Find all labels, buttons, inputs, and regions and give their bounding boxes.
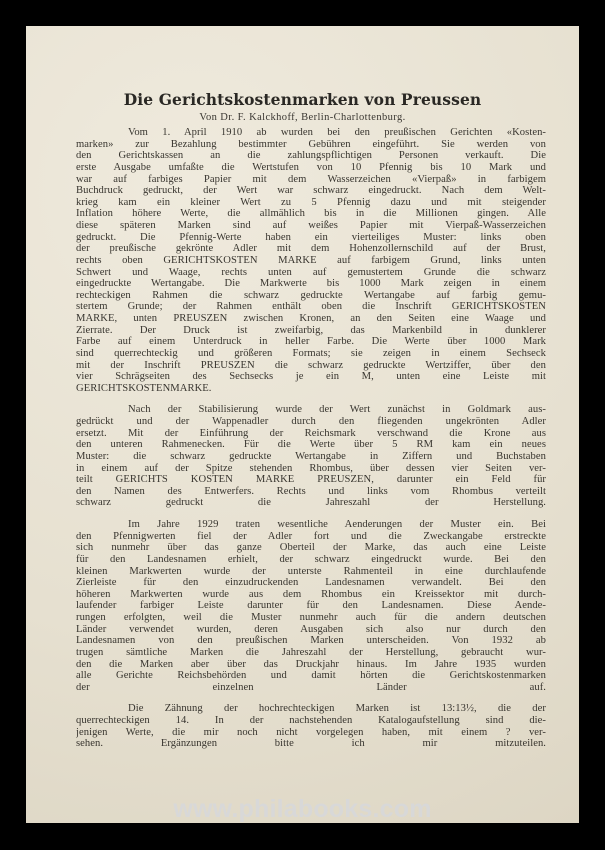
paragraph [76, 519, 546, 693]
article-body [76, 127, 546, 750]
text-line: Zierleiste für den einzudruckenden Landesnamen verwandelt. Bei den [76, 577, 546, 589]
text-line: Länder verwendet wurden, deren Ausgaben sich also nur durch den [76, 623, 546, 635]
text-line: Farbe auf einem Unterdruck in heller Farbe. Die Werte über 1000 Mark [76, 336, 546, 348]
text-line: Buchdruck gedruckt, der Wert war schwarz eingedruckt. Nach dem Welt- [76, 185, 546, 197]
text-line: mit der Inschrift PREUSZEN die schwarz gedruckte Wertziffer, über den [76, 359, 546, 371]
text-line: den Pfennigwerten fiel der Adler fort und die Zweckangabe erstreckte [76, 530, 546, 542]
text-line: in einem auf der Spitze stehenden Rhombus, über dessen vier Seiten ver- [76, 462, 546, 474]
text-line: kleinen Markwerten wurde der unterste Rahmenteil in eine durchlaufende [76, 565, 546, 577]
text-line: ersetzt. Mit der Einführung der Reichsmark verschwand die Krone aus [76, 427, 546, 439]
text-line: den Namen des Entwerfers. Rechts und links vom Rhombus verteilt [76, 485, 546, 497]
text-line: Schwert und Waage, rechts unten auf gemustertem Grunde die schwarz [76, 266, 546, 278]
text-line: erste Ausgabe umfaßte die Wertstufen von 10 Pfennig bis 10 Mark und [76, 161, 546, 173]
text-line: vier Schrägseiten des Sechsecks je ein M, unten eine Leiste mit [76, 371, 546, 383]
text-line: den die Marken aber über das Druckjahr hinaus. Im Jahre 1935 wurden [76, 658, 546, 670]
text-line: gedrückt und der Wappenadler durch den fliegenden ungekrönten Adler [76, 416, 546, 427]
text-line: MARKE, unten PREUSZEN zwischen Kronen, an den Seiten eine Waage und [76, 313, 546, 324]
text-line: rechteckigen Rahmen die schwarz gedruckte Wertangabe auf farbig gemu- [76, 289, 546, 301]
text-line: sehen. Ergänzungen bitte ich mir mitzuteilen. [76, 738, 546, 750]
text-line: jenigen Werte, die mir noch nicht vorgelegen haben, mit einem ? ver- [76, 726, 546, 738]
text-line: Muster: die schwarz gedruckte Wertangabe in Ziffern und Buchstaben [76, 450, 546, 462]
paragraph [76, 127, 546, 394]
text-line: rechts oben GERICHTSKOSTEN MARKE auf farbigem Grund, links unten [76, 254, 546, 266]
text-line: Die Zähnung der hochrechteckigen Marken ist 13:13½, die der [128, 703, 546, 715]
author-byline: Von Dr. F. Kalckhoff, Berlin-Charlottenburg. [199, 112, 406, 123]
text-line: war auf farbiges Papier mit dem Wasserzeichen «Vierpaß» in farbigem [76, 173, 546, 185]
text-line: Vom 1. April 1910 ab wurden bei den preußischen Gerichten «Kosten- [128, 127, 546, 138]
text-line: laufender farbiger Leiste darunter für den Landesnamen. Diese Aende- [76, 600, 546, 612]
text-line: alle Gerichte Reichsbehörden und damit hörten die Gerichtskostenmarken [76, 670, 546, 682]
paragraph-gap [76, 394, 546, 404]
paragraph [76, 703, 546, 750]
text-line: teilt GERICHTS KOSTEN MARKE PREUSZEN, darunter ein Feld für [76, 474, 546, 486]
text-line: rungen erfolgten, weil die Muster nunmehr auch für die andern deutschen [76, 612, 546, 623]
text-line: Zierrate. Der Druck ist zweifarbig, das Markenbild in dunklerer [76, 324, 546, 336]
text-line: schwarz gedruckt die Jahreszahl der Herstellung. [76, 497, 546, 509]
watermark-text: www.philabooks.com [173, 795, 432, 823]
paragraph [76, 404, 546, 509]
text-line: stertem Grunde; der Rahmen enthält oben die Inschrift GERICHTSKOSTEN [76, 301, 546, 313]
text-line: diese späteren Marken sind auf weißes Papier mit Vierpaß-Wasserzeichen [76, 220, 546, 231]
text-line: Im Jahre 1929 traten wesentliche Aenderungen der Muster ein. Bei [128, 519, 546, 530]
text-line: Inflation höhere Werte, die allmählich bis in die Millionen gingen. Alle [76, 208, 546, 220]
text-line: trugen sämtliche Marken die Jahreszahl der Herstellung, gebraucht wur- [76, 646, 546, 658]
text-line: den Gerichtskassen an die zahlungspflichtigen Personen verkauft. Die [76, 150, 546, 162]
text-line: höheren Markwerten wurde aus dem Rhombus ein Kreissektor mit durch- [76, 588, 546, 600]
text-line: der preußische gekrönte Adler mit dem Hohenzollernschild auf der Brust, [76, 243, 546, 255]
document-page [26, 26, 579, 823]
text-line: querrechteckigen 14. In der nachstehenden Katalogaufstellung sind die- [76, 715, 546, 726]
text-line: für den Landesnamen erhielt, der schwarz eingedruckt wurde. Bei den [76, 553, 546, 565]
text-line: Nach der Stabilisierung wurde der Wert zunächst in Goldmark aus- [128, 404, 546, 416]
text-line: krieg kam ein kleiner Wert zu 5 Pfennig dazu und mit steigender [76, 196, 546, 208]
article-title: Die Gerichtskostenmarken von Preussen [123, 90, 482, 109]
text-line: der einzelnen Länder auf. [76, 681, 546, 693]
paragraph-gap [76, 509, 546, 519]
text-line: eingedruckte Wertangabe. Die Markwerte bis 1000 Mark zeigen in einem [76, 278, 546, 290]
text-line: sind querrechteckig und größeren Formats; sie zeigen in einem Sechseck [76, 347, 546, 359]
text-line: gedruckt. Die Pfennig-Werte haben ein vierteiliges Muster: links oben [76, 231, 546, 243]
text-line: sich nunmehr über das ganze Oberteil der Marke, das auch eine Leiste [76, 542, 546, 554]
text-line: den unteren Rahmenecken. Für die Werte über 5 RM kam ein neues [76, 439, 546, 451]
paragraph-gap [76, 693, 546, 703]
text-line: Landesnamen von den preußischen Marken unterscheiden. Von 1932 ab [76, 635, 546, 647]
text-line: marken» zur Bezahlung bestimmter Gebühren eingeführt. Sie werden von [76, 138, 546, 150]
text-line: GERICHTSKOSTENMARKE. [76, 382, 212, 394]
